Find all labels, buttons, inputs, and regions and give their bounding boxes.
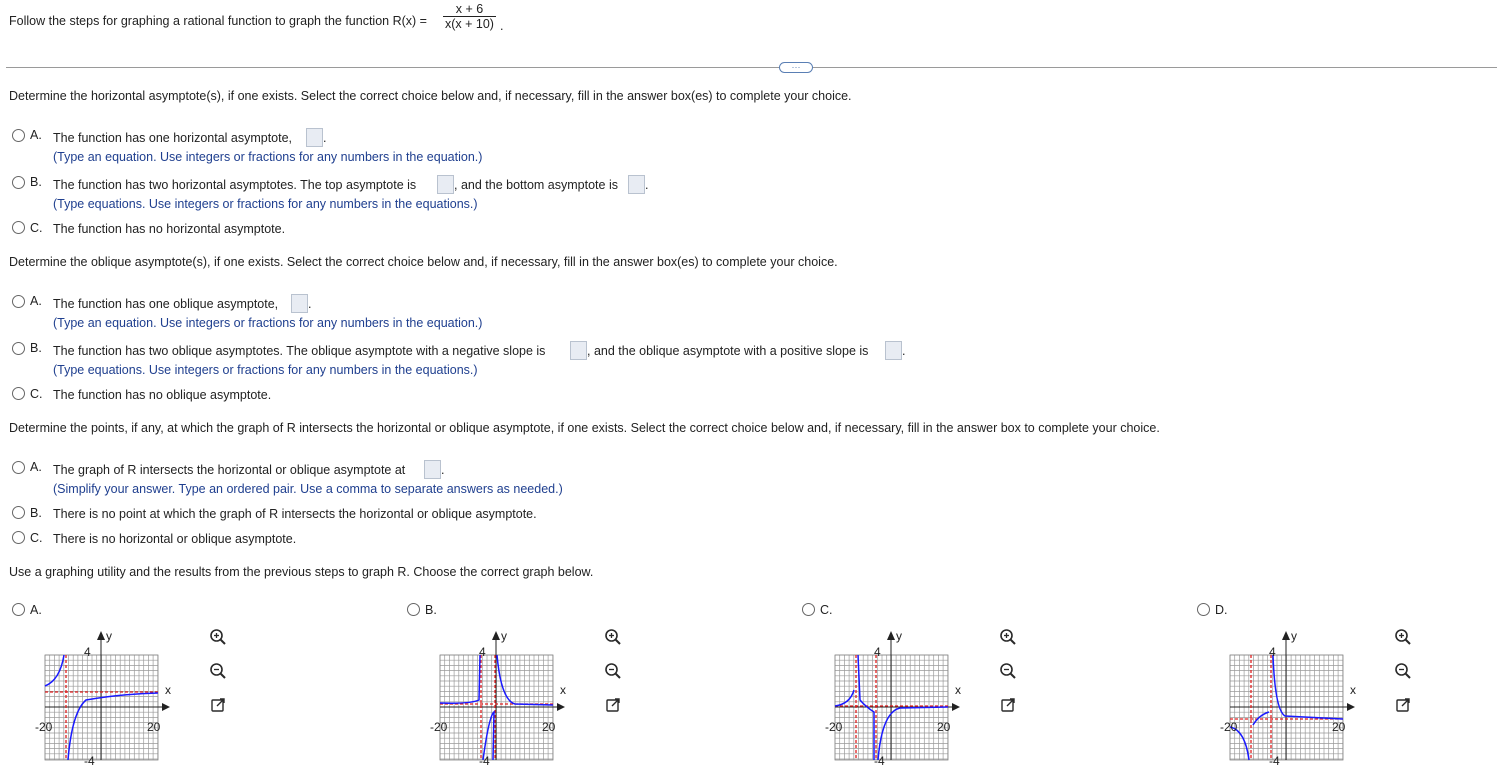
zoom-in-icon[interactable]	[1393, 627, 1413, 647]
q1-instruction: Determine the horizontal asymptote(s), if one exists. Select the correct choice below and, if necessary, fill in the answer box(es) to complete your choice.	[9, 89, 852, 103]
x-axis-label: x	[955, 683, 961, 697]
zoom-in-icon[interactable]	[603, 627, 623, 647]
tick-label-bottom: -4	[1269, 754, 1280, 768]
q2-letter-b: B.	[30, 341, 42, 355]
popout-icon[interactable]	[208, 695, 228, 715]
q1-b-period: .	[645, 178, 649, 192]
q1-a-hint: (Type an equation. Use integers or fractions for any numbers in the equation.)	[53, 150, 483, 164]
handle	[221, 674, 226, 679]
q2-b-period: .	[902, 344, 906, 358]
zoom-out-icon[interactable]	[603, 661, 623, 681]
tick-label-left: -20	[430, 720, 448, 734]
q3-b-text: There is no point at which the graph of R intersects the horizontal or oblique asymptote.	[53, 507, 537, 521]
q4-letter-c: C.	[820, 603, 833, 617]
y-axis-arrow	[97, 631, 105, 640]
x-axis-label: x	[560, 683, 566, 697]
more-button[interactable]: ···	[779, 62, 813, 73]
tick-label-top: 4	[874, 645, 881, 659]
y-axis-arrow	[1282, 631, 1290, 640]
x-axis-arrow	[557, 703, 565, 711]
q1-letter-b: B.	[30, 175, 42, 189]
zoom-in-icon[interactable]	[998, 627, 1018, 647]
q4-instruction: Use a graphing utility and the results from the previous steps to graph R. Choose the correct graph below.	[9, 565, 594, 579]
tick-label-right: 20	[1332, 720, 1346, 734]
function-curve	[497, 655, 553, 705]
popout-icon[interactable]	[998, 695, 1018, 715]
q3-a-period: .	[441, 463, 445, 477]
function-curve	[68, 693, 158, 760]
y-axis-label: y	[501, 629, 507, 643]
q3-radio-b[interactable]	[12, 506, 25, 519]
q2-radio-a[interactable]	[12, 295, 25, 308]
q4-letter-b: B.	[425, 603, 437, 617]
q1-letter-c: C.	[30, 221, 43, 235]
popout-icon[interactable]	[1393, 695, 1413, 715]
denominator: x(x + 10)	[445, 17, 494, 31]
tick-label-right: 20	[937, 720, 951, 734]
q3-a-hint: (Simplify your answer. Type an ordered pair. Use a comma to separate answers as needed.)	[53, 482, 563, 496]
q2-b-text: The function has two oblique asymptotes. The oblique asymptote with a negative slope is	[53, 344, 546, 358]
q3-a-answer-box[interactable]	[424, 460, 441, 479]
numerator: x + 6	[455, 2, 484, 16]
tick-label-left: -20	[1220, 720, 1238, 734]
zoom-out-icon[interactable]	[998, 661, 1018, 681]
graph-d[interactable]	[1185, 615, 1385, 775]
q2-a-answer-box[interactable]	[291, 294, 308, 313]
q1-radio-b[interactable]	[12, 176, 25, 189]
handle	[616, 674, 621, 679]
q1-radio-a[interactable]	[12, 129, 25, 142]
function-curve	[1273, 655, 1343, 719]
q4-letter-d: D.	[1215, 603, 1228, 617]
y-axis-label: y	[1291, 629, 1297, 643]
q3-instruction: Determine the points, if any, at which the graph of R intersects the horizontal or oblique asymptote, if one exists. Select the correct choice below and, if necessary, fill in the answer box to complete your choice.	[9, 421, 1160, 435]
prompt-text: Follow the steps for graphing a rational function to graph the function R(x) =	[9, 14, 427, 28]
q2-c-text: The function has no oblique asymptote.	[53, 388, 272, 402]
tick-label-bottom: -4	[874, 754, 885, 768]
q2-instruction: Determine the oblique asymptote(s), if one exists. Select the correct choice below and, if necessary, fill in the answer box(es) to complete your choice.	[9, 255, 838, 269]
q2-letter-c: C.	[30, 387, 43, 401]
tick-label-right: 20	[542, 720, 556, 734]
q2-b-hint: (Type equations. Use integers or fractions for any numbers in the equations.)	[53, 363, 478, 377]
q2-radio-b[interactable]	[12, 342, 25, 355]
x-axis-arrow	[952, 703, 960, 711]
q2-b-positive-answer-box[interactable]	[885, 341, 902, 360]
q2-a-period: .	[308, 297, 312, 311]
q2-radio-c[interactable]	[12, 387, 25, 400]
q1-a-period: .	[323, 131, 327, 145]
y-axis-arrow	[492, 631, 500, 640]
tick-label-top: 4	[1269, 645, 1276, 659]
graph-b[interactable]	[395, 615, 595, 775]
tick-label-top: 4	[479, 645, 486, 659]
q1-b-hint: (Type equations. Use integers or fractions for any numbers in the equations.)	[53, 197, 478, 211]
x-axis-label: x	[165, 683, 171, 697]
popout-icon[interactable]	[603, 695, 623, 715]
divider	[6, 67, 1497, 68]
handle	[221, 640, 226, 645]
handle	[616, 640, 621, 645]
x-axis-arrow	[162, 703, 170, 711]
q1-b-top-answer-box[interactable]	[437, 175, 454, 194]
q2-a-hint: (Type an equation. Use integers or fractions for any numbers in the equation.)	[53, 316, 483, 330]
q4-letter-a: A.	[30, 603, 42, 617]
q1-radio-c[interactable]	[12, 221, 25, 234]
q2-a-text: The function has one oblique asymptote,	[53, 297, 279, 311]
zoom-out-icon[interactable]	[208, 661, 228, 681]
x-axis-arrow	[1347, 703, 1355, 711]
tick-label-right: 20	[147, 720, 161, 734]
graph-a[interactable]	[0, 615, 200, 775]
q3-radio-c[interactable]	[12, 531, 25, 544]
q2-b-text2: , and the oblique asymptote with a positive slope is	[587, 344, 869, 358]
q1-b-bottom-answer-box[interactable]	[628, 175, 645, 194]
y-axis-arrow	[887, 631, 895, 640]
prompt-period: .	[500, 19, 504, 33]
x-axis-label: x	[1350, 683, 1356, 697]
q3-letter-a: A.	[30, 460, 42, 474]
q1-b-text: The function has two horizontal asymptotes. The top asymptote is	[53, 178, 417, 192]
function-fraction	[443, 2, 496, 31]
handle	[1406, 674, 1411, 679]
zoom-in-icon[interactable]	[208, 627, 228, 647]
q2-b-negative-answer-box[interactable]	[570, 341, 587, 360]
q1-letter-a: A.	[30, 128, 42, 142]
zoom-out-icon[interactable]	[1393, 661, 1413, 681]
q1-b-text2: , and the bottom asymptote is	[454, 178, 618, 192]
q3-letter-b: B.	[30, 506, 42, 520]
function-curve	[483, 712, 494, 760]
q3-letter-c: C.	[30, 531, 43, 545]
tick-label-top: 4	[84, 645, 91, 659]
function-curve	[440, 655, 480, 703]
graph-c[interactable]	[790, 615, 990, 775]
q1-a-answer-box[interactable]	[306, 128, 323, 147]
tick-label-left: -20	[825, 720, 843, 734]
handle	[1011, 640, 1016, 645]
q1-c-text: The function has no horizontal asymptote.	[53, 222, 286, 236]
tick-label-bottom: -4	[479, 754, 490, 768]
tick-label-left: -20	[35, 720, 53, 734]
handle	[1406, 640, 1411, 645]
y-axis-label: y	[896, 629, 902, 643]
q3-c-text: There is no horizontal or oblique asymptote.	[53, 532, 297, 546]
y-axis-label: y	[106, 629, 112, 643]
q3-a-text: The graph of R intersects the horizontal or oblique asymptote at	[53, 463, 406, 477]
tick-label-bottom: -4	[84, 754, 95, 768]
q3-radio-a[interactable]	[12, 461, 25, 474]
q2-letter-a: A.	[30, 294, 42, 308]
q1-a-text: The function has one horizontal asymptote,	[53, 131, 293, 145]
handle	[1011, 674, 1016, 679]
